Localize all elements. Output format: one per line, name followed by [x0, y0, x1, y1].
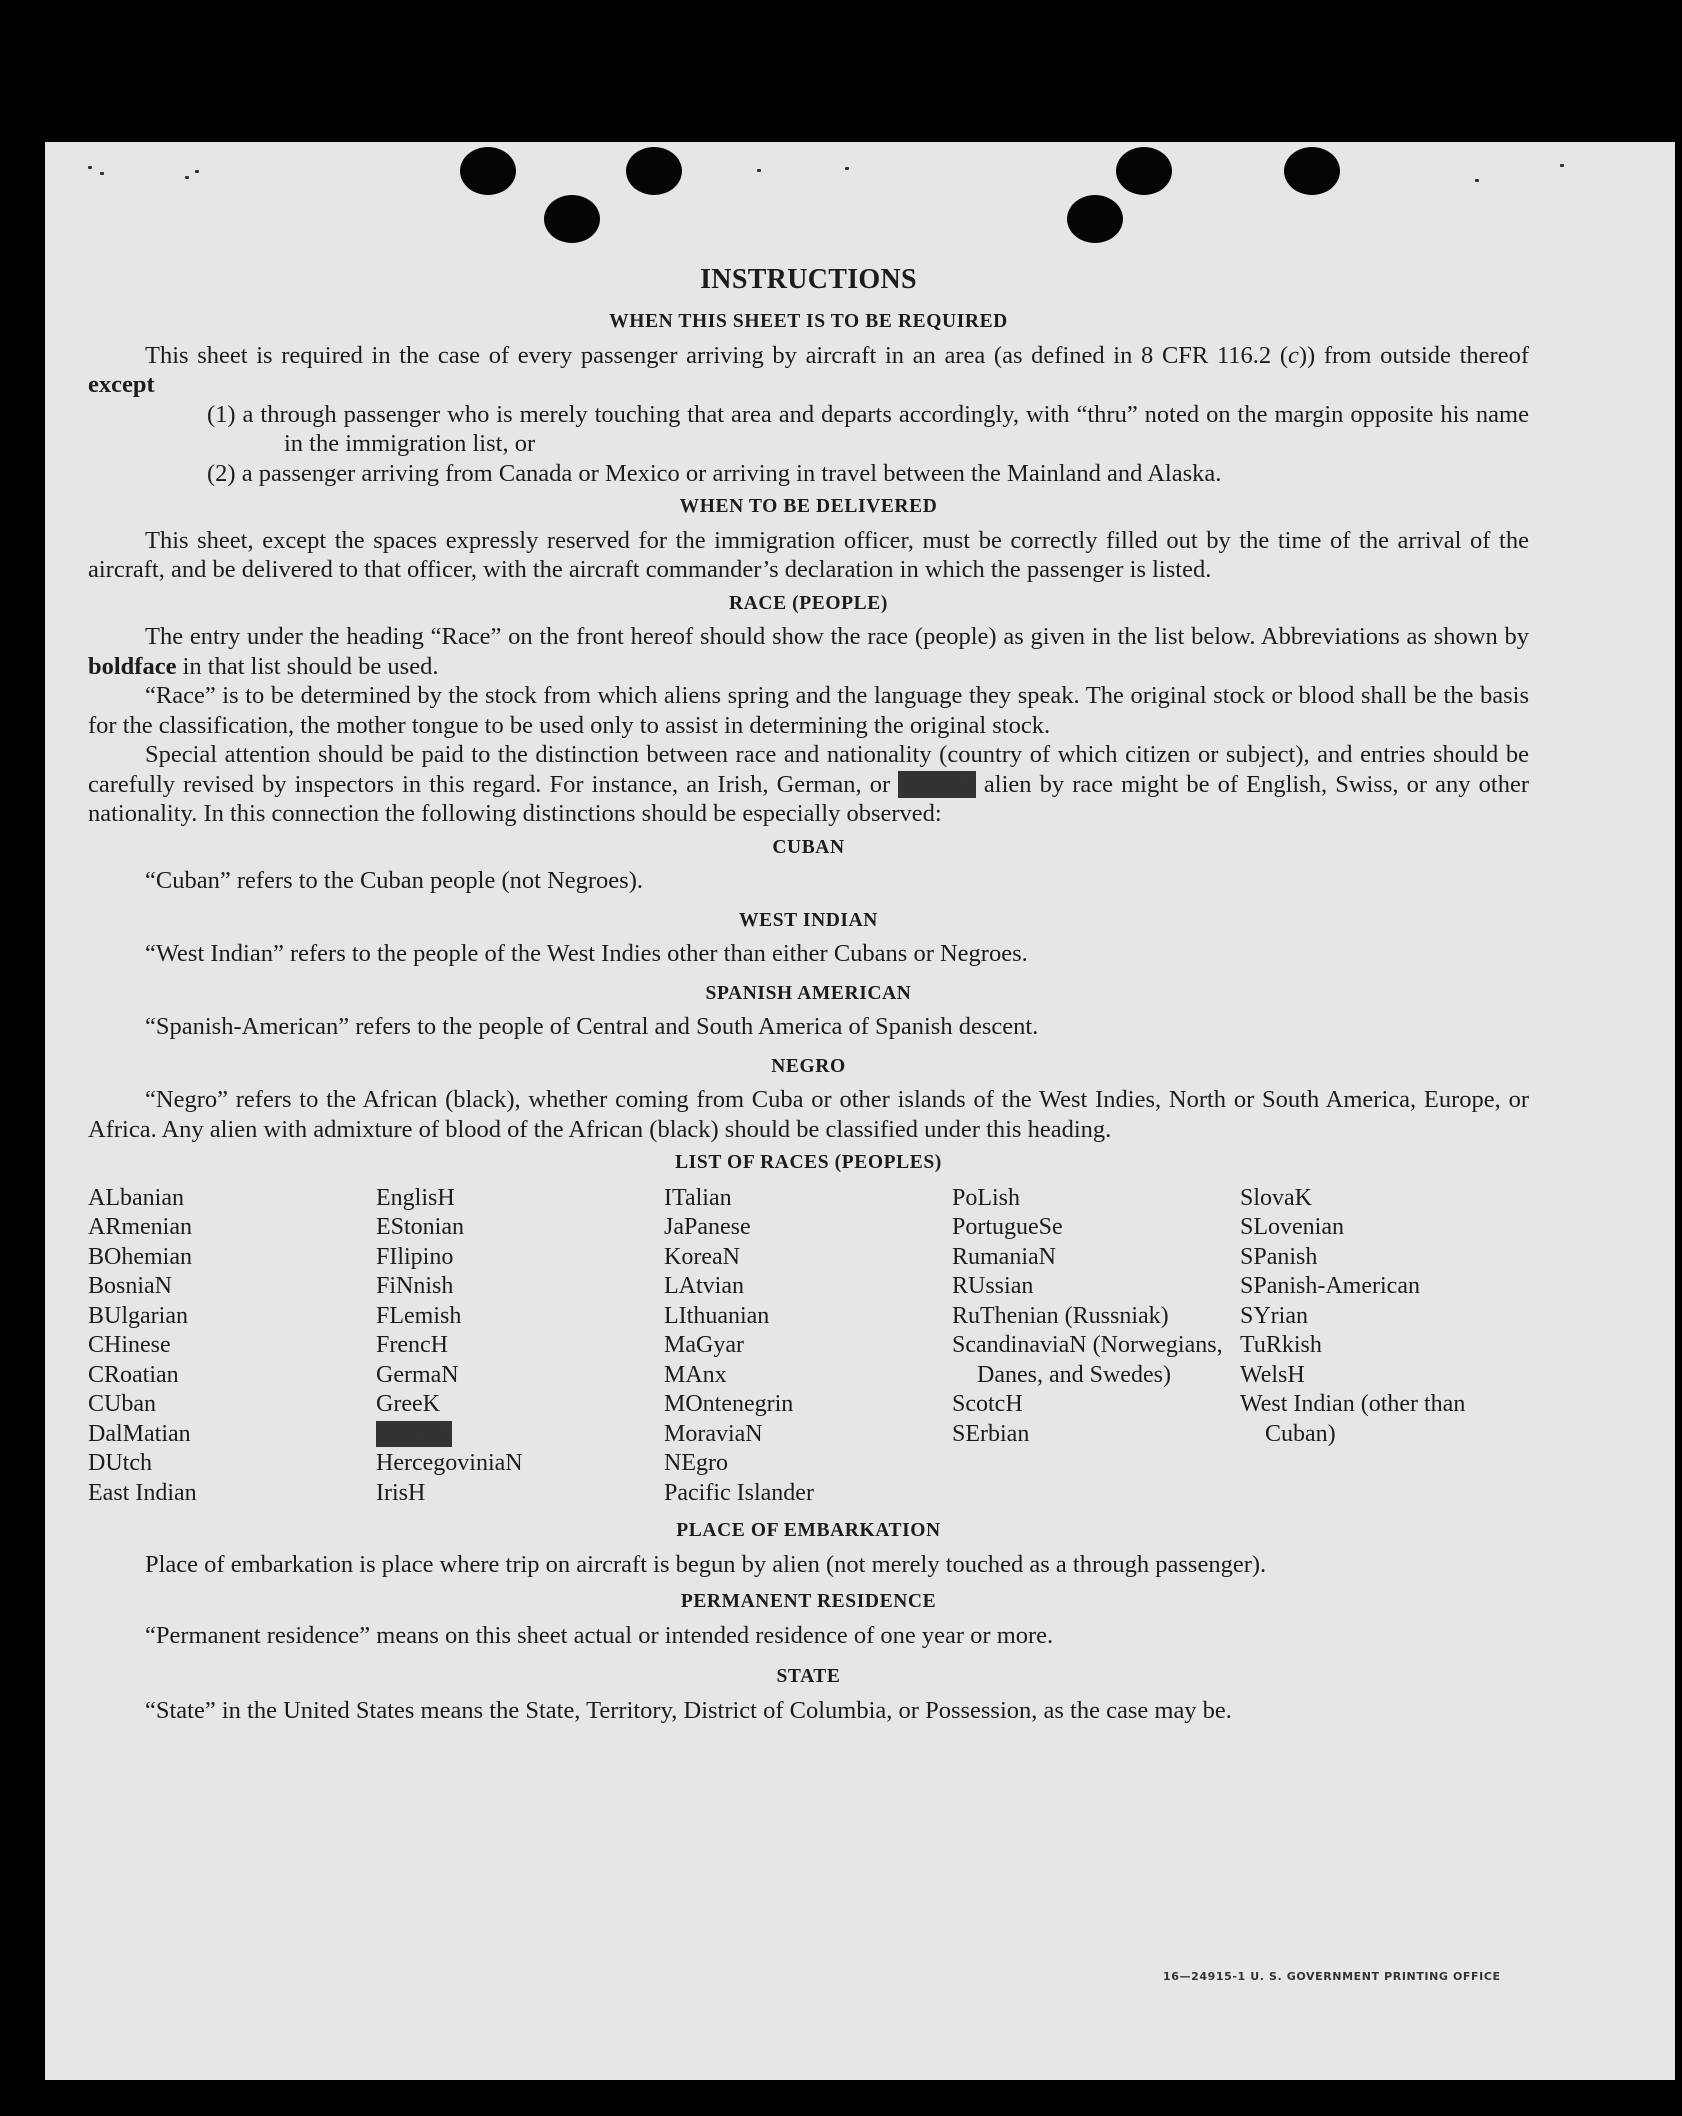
race-item: HercegoviniaN: [376, 1450, 523, 1476]
heading-permanent-residence: PERMANENT RESIDENCE: [680, 1591, 937, 1612]
races-list: [88, 1184, 1529, 1509]
race-item: EnglisH: [376, 1184, 455, 1211]
paper-speck: [88, 166, 92, 169]
paragraph-required: [88, 341, 1529, 400]
heading-negro: NEGRO: [771, 1055, 846, 1077]
race-item: CRoatian: [88, 1361, 179, 1388]
punch-hole: [1116, 147, 1172, 195]
exception-item-1: (1) a through passenger who is merely touching that area and departs accordingly, with “thru” noted on the margin opposite his name in the immigration list, or: [207, 400, 1529, 457]
race-item: BosniaN: [88, 1273, 172, 1299]
race-item: KoreaN: [664, 1243, 740, 1270]
race-item: PortugueSe: [952, 1214, 1063, 1240]
punch-hole: [626, 147, 682, 195]
race-item: FiNnish: [376, 1273, 454, 1299]
race-item: ALbanian: [88, 1184, 184, 1211]
race-item: PoLish: [952, 1184, 1021, 1211]
paper-speck: [195, 170, 199, 173]
heading-spanish-american: SPANISH AMERICAN: [705, 982, 912, 1004]
race-item-struck: [376, 1420, 664, 1450]
paragraph-race-3: [88, 740, 1529, 829]
text-run: c: [1288, 341, 1299, 369]
race-item: FrencH: [376, 1332, 448, 1358]
paper-speck: [100, 172, 104, 175]
race-item: SYrian: [1240, 1302, 1308, 1329]
paragraph-permanent-residence: “Permanent residence” means on this sheet actual or intended residence of one year or more.: [145, 1621, 1054, 1649]
text-run: )) from outside thereof: [1298, 341, 1529, 369]
race-item: ScandinaviaN (Norwegians, Danes, and Swedes): [952, 1332, 1223, 1388]
text-run-bold: boldface: [88, 652, 177, 680]
race-item: NEgro: [664, 1450, 728, 1476]
race-item: MoraviaN: [664, 1420, 763, 1447]
race-item: FLemish: [376, 1302, 462, 1329]
paper-speck: [1560, 164, 1564, 167]
race-item: GermaN: [376, 1361, 459, 1388]
race-item: BUlgarian: [88, 1302, 188, 1329]
race-item: MOntenegrin: [664, 1391, 794, 1417]
paper-speck: [185, 176, 189, 179]
race-item: Pacific Islander: [664, 1479, 814, 1506]
heading-embarkation: PLACE OF EMBARKATION: [676, 1520, 941, 1541]
paper-speck: [845, 167, 849, 170]
races-column: [664, 1184, 952, 1509]
document-sheet: [45, 142, 1675, 2080]
punch-hole: [1284, 147, 1340, 195]
race-item: DUtch: [88, 1450, 152, 1476]
paragraph-race-1: [88, 622, 1529, 681]
paragraph-cuban: “Cuban” refers to the Cuban people (not Negroes).: [145, 867, 643, 894]
race-item: SlovaK: [1240, 1184, 1312, 1211]
race-item: West Indian (other than Cuban): [1240, 1391, 1466, 1447]
printing-office-footer: 16—24915-1 U. S. GOVERNMENT PRINTING OFFICE: [1163, 1970, 1501, 1983]
punch-hole: [1067, 195, 1123, 243]
race-item: ITalian: [664, 1184, 732, 1211]
text-run: The entry under the heading “Race” on the front hereof should show the race (people) as given in the list below. Abbreviations as shown by: [145, 623, 1529, 650]
race-item: SPanish: [1240, 1243, 1318, 1270]
paper-speck: [1475, 179, 1479, 182]
race-item: SErbian: [952, 1420, 1030, 1447]
paragraph-state: “State” in the United States means the State, Territory, District of Columbia, or Possession, as the case may be.: [145, 1696, 1232, 1724]
race-item: DalMatian: [88, 1420, 191, 1447]
race-item: LAtvian: [664, 1273, 744, 1299]
page-title: INSTRUCTIONS: [700, 264, 917, 295]
struck-race: Hebrew: [376, 1420, 452, 1447]
race-item: ScotcH: [952, 1391, 1023, 1417]
punch-hole: [544, 195, 600, 243]
paper-speck: [757, 169, 761, 172]
race-item: MAnx: [664, 1361, 727, 1388]
race-item: WelsH: [1240, 1361, 1305, 1388]
race-item: BOhemian: [88, 1243, 192, 1270]
race-item: CUban: [88, 1391, 156, 1417]
instructions-body: [88, 263, 1529, 1725]
paragraph-west-indian: “West Indian” refers to the people of the West Indies other than either Cubans or Negroes.: [145, 940, 1028, 967]
punch-hole: [460, 147, 516, 195]
race-item: SLovenian: [1240, 1214, 1344, 1240]
race-item: ARmenian: [88, 1214, 192, 1240]
race-item: FIlipino: [376, 1243, 454, 1270]
heading-race: RACE (PEOPLE): [729, 592, 888, 614]
paragraph-negro: “Negro” refers to the African (black), whether coming from Cuba or other islands of the West Indies, North or South America, Europe, or Africa. Any alien with admixture of blood of the African (black) should be classified under this heading.: [88, 1086, 1529, 1143]
heading-west-indian: WEST INDIAN: [739, 909, 878, 931]
race-item: RUssian: [952, 1273, 1034, 1299]
race-item: RuThenian (Russniak): [952, 1302, 1169, 1329]
heading-when-required: WHEN THIS SHEET IS TO BE REQUIRED: [609, 311, 1008, 332]
race-item: TuRkish: [1240, 1332, 1322, 1358]
text-run: in that list should be used.: [176, 652, 439, 680]
heading-cuban: CUBAN: [772, 836, 845, 858]
race-item: East Indian: [88, 1479, 197, 1506]
race-item: MaGyar: [664, 1332, 744, 1358]
text-run: Special attention should be paid to the distinction between race and nationality (country of which citizen or subject), and entries should be carefully revised by inspectors in this regard. For instance, an Irish, German, or: [88, 741, 1529, 798]
text-run: alien by race might be of English, Swiss, or any other nationality. In this connection the following distinctions should be especially observed:: [88, 770, 1529, 827]
paragraph-spanish-american: “Spanish-American” refers to the people of Central and South America of Spanish descent.: [145, 1013, 1039, 1040]
races-column: [1240, 1184, 1528, 1509]
race-item: SPanish-American: [1240, 1273, 1420, 1299]
heading-when-delivered: WHEN TO BE DELIVERED: [679, 496, 938, 517]
races-column: [376, 1184, 664, 1509]
race-item: GreeK: [376, 1391, 440, 1417]
paragraph-delivered: This sheet, except the spaces expressly reserved for the immigration officer, must be correctly filled out by the time of the arrival of the aircraft, and be delivered to that officer, with the aircraft commander’s declaration in which the passenger is listed.: [88, 526, 1529, 583]
heading-list-of-races: LIST OF RACES (PEOPLES): [675, 1152, 942, 1173]
race-item: IrisH: [376, 1479, 426, 1506]
races-column: [88, 1184, 376, 1509]
heading-state: STATE: [776, 1666, 841, 1687]
races-column: [952, 1184, 1240, 1509]
text-run: This sheet is required in the case of every passenger arriving by aircraft in an area (as defined in 8 CFR 116.2 (: [145, 341, 1288, 369]
race-item: RumaniaN: [952, 1243, 1056, 1270]
race-item: CHinese: [88, 1332, 171, 1358]
paragraph-embarkation: Place of embarkation is place where trip on aircraft is begun by alien (not merely touched as a through passenger).: [145, 1550, 1267, 1578]
struck-word: Hebrew: [898, 770, 976, 798]
paragraph-race-2: “Race” is to be determined by the stock from which aliens spring and the language they speak. The original stock or blood shall be the basis for the classification, the mother tongue to be used only to assist in determining the original stock.: [88, 682, 1529, 739]
exception-item-2: (2) a passenger arriving from Canada or Mexico or arriving in travel between the Mainland and Alaska.: [207, 459, 1222, 487]
race-item: EStonian: [376, 1214, 464, 1240]
race-item: JaPanese: [664, 1214, 751, 1240]
race-item: LIthuanian: [664, 1302, 770, 1329]
text-run-bold: except: [88, 371, 155, 398]
